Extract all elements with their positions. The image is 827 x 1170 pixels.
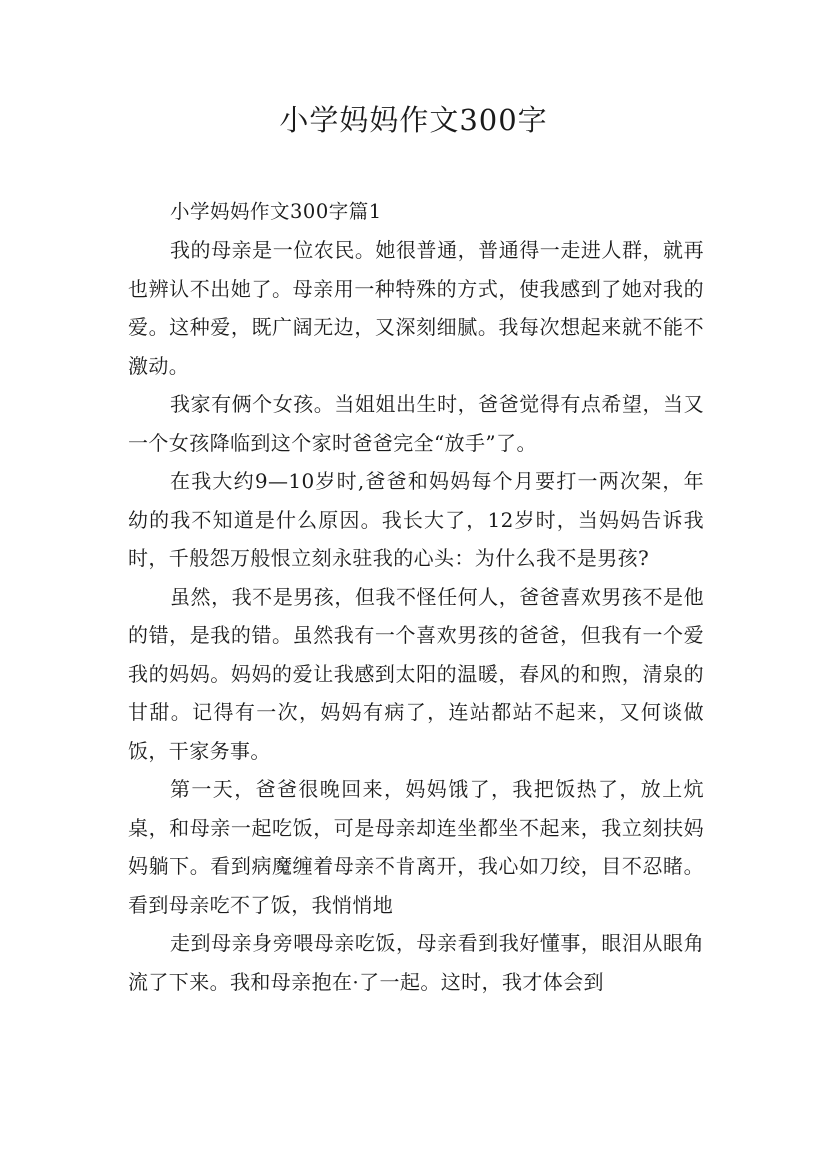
paragraph-1: 我的母亲是一位农民。她很普通，普通得一走进人群，就再也辨认不出她了。母亲用一种特殊的方式，使我感到了她对我的爱。这种爱，既广阔无边，又深刻细腻。我每次想起来就不能不激动。 xyxy=(128,238,704,378)
paragraph-5: 第一天，爸爸很晚回来，妈妈饿了，我把饭热了，放上炕桌，和母亲一起吃饭，可是母亲却连坐都坐不起来，我立刻扶妈妈躺下。看到病魔缠着母亲不肯离开，我心如刀绞，目不忍睹。看到母亲吃不了饭，我悄悄地 xyxy=(128,777,704,917)
document-body xyxy=(128,193,704,1001)
paragraph-3: 在我大约9—10岁时,爸爸和妈妈每个月要打一两次架，年幼的我不知道是什么原因。我长大了，12岁时，当妈妈告诉我时，千般怨万般恨立刻永驻我的心头：为什么我不是男孩? xyxy=(128,469,704,570)
document-title: 小学妈妈作文300字 xyxy=(279,103,548,137)
paragraph-2: 我家有俩个女孩。当姐姐出生时，爸爸觉得有点希望，当又一个女孩降临到这个家时爸爸完全“放手”了。 xyxy=(128,392,704,455)
section-subtitle: 小学妈妈作文300字篇1 xyxy=(170,200,382,223)
paragraph-6: 走到母亲身旁喂母亲吃饭，母亲看到我好懂事，眼泪从眼角流了下来。我和母亲抱在·了一起。这时，我才体会到 xyxy=(128,931,704,994)
paragraph-4: 虽然，我不是男孩，但我不怪任何人，爸爸喜欢男孩不是他的错，是我的错。虽然我有一个喜欢男孩的爸爸，但我有一个爱我的妈妈。妈妈的爱让我感到太阳的温暖，春风的和煦，清泉的甘甜。记得有一次，妈妈有病了，连站都站不起来，又何谈做饭，干家务事。 xyxy=(128,584,704,763)
